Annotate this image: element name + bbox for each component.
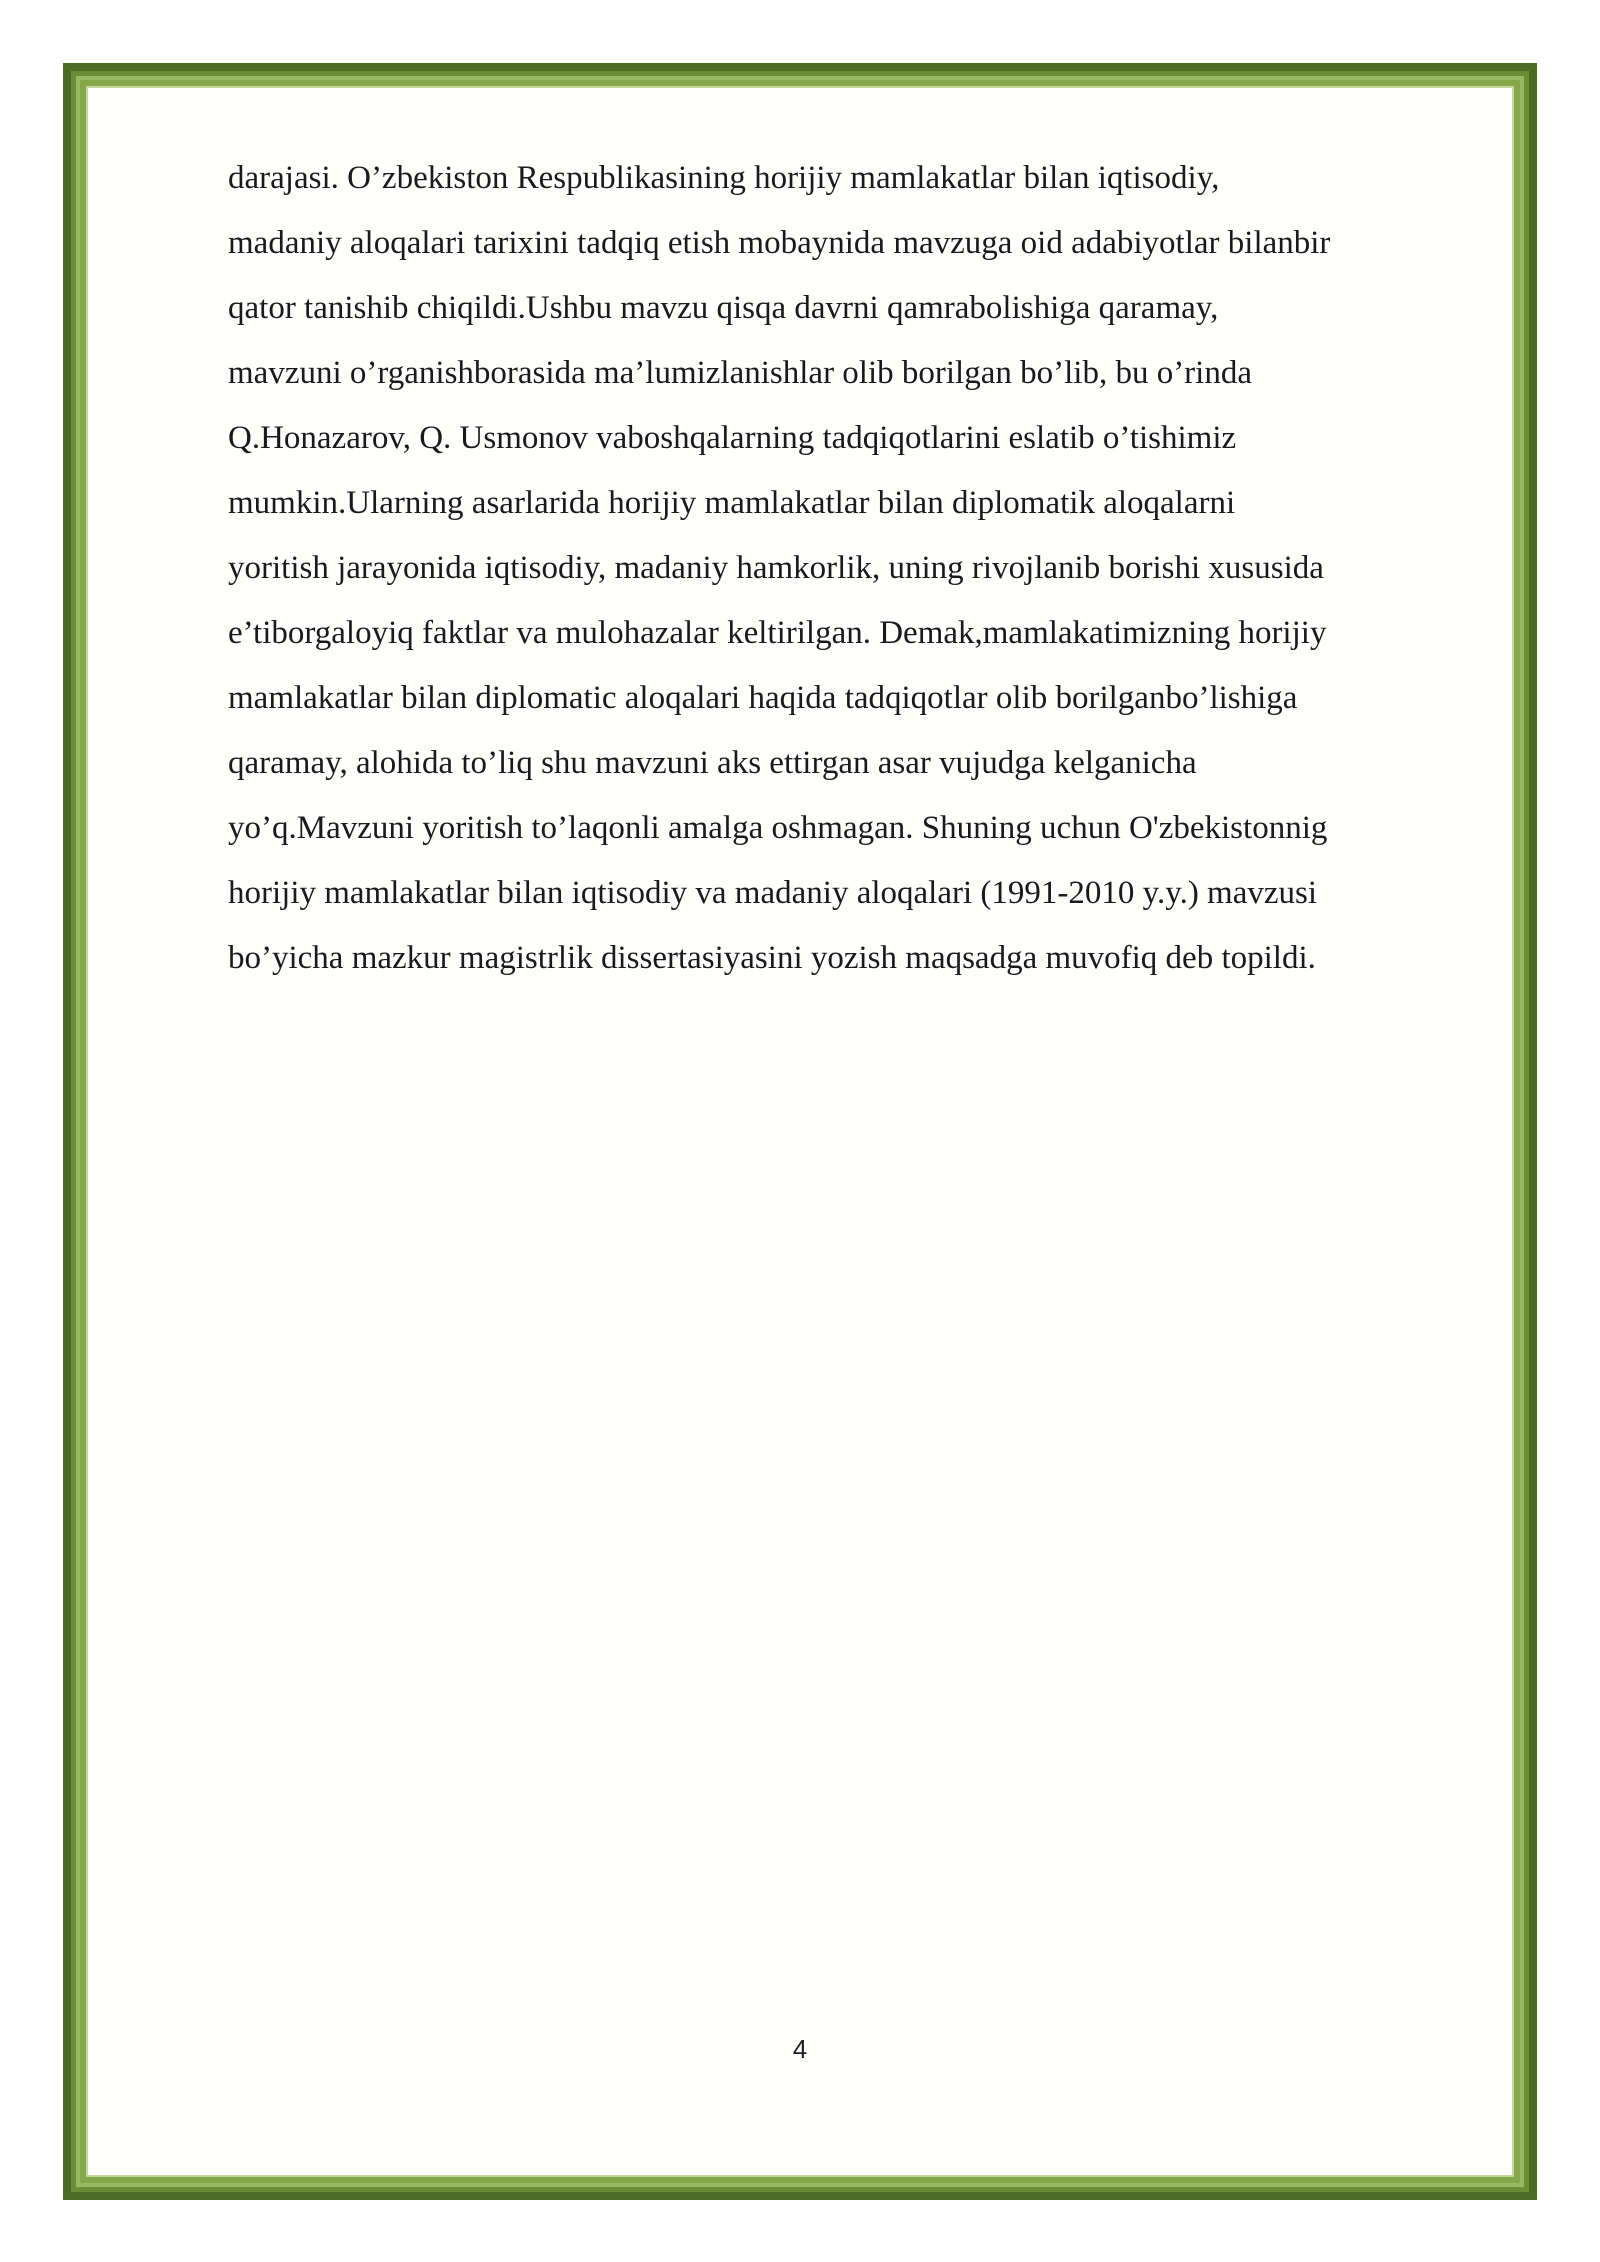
text-line: madaniy aloqalari tarixini tadqiq etish mobaynida mavzuga oid adabiyotlar bilanbir xyxy=(228,225,1331,261)
text-line: bo’yicha mazkur magistrlik dissertasiyasini yozish maqsadga muvofiq deb topildi. xyxy=(228,940,1316,976)
page-number: 4 xyxy=(792,2034,808,2064)
text-line: qaramay, alohida to’liq shu mavzuni aks ettirgan asar vujudga kelganicha xyxy=(228,745,1197,781)
text-line: mumkin.Ularning asarlarida horijiy mamlakatlar bilan diplomatik aloqalarni xyxy=(228,485,1236,521)
text-line: mavzuni o’rganishborasida ma’lumizlanishlar olib borilgan bo’lib, bu o’rinda xyxy=(228,355,1252,391)
body-paragraph xyxy=(228,146,1508,991)
text-line: e’tiborgaloyiq faktlar va mulohazalar keltirilgan. Demak,mamlakatimizning horijiy xyxy=(228,615,1327,651)
text-line: mamlakatlar bilan diplomatic aloqalari haqida tadqiqotlar olib borilganbo’lishiga xyxy=(228,680,1298,716)
text-line: Q.Honazarov, Q. Usmonov vaboshqalarning tadqiqotlarini eslatib o’tishimiz xyxy=(228,420,1237,456)
text-line: yo’q.Mavzuni yoritish to’laqonli amalga oshmagan. Shuning uchun O'zbekistonnig xyxy=(228,810,1328,846)
text-line: yoritish jarayonida iqtisodiy, madaniy hamkorlik, uning rivojlanib borishi xususida xyxy=(228,550,1324,586)
text-line: darajasi. O’zbekiston Respublikasining horijiy mamlakatlar bilan iqtisodiy, xyxy=(228,160,1220,196)
text-line: qator tanishib chiqildi.Ushbu mavzu qisqa davrni qamrabolishiga qaramay, xyxy=(228,290,1219,326)
text-line: horijiy mamlakatlar bilan iqtisodiy va madaniy aloqalari (1991-2010 y.y.) mavzusi xyxy=(228,875,1318,911)
